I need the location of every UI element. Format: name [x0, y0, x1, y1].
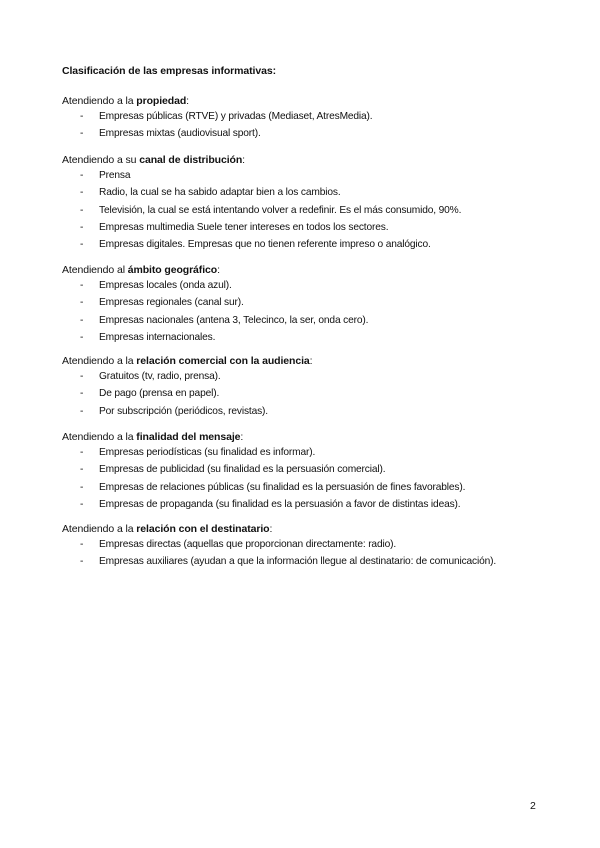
list-item-text: Empresas directas (aquellas que proporcionan directamente: radio).	[99, 539, 397, 550]
heading-keyword: relación comercial con la audiencia	[136, 355, 310, 367]
section-heading	[62, 153, 562, 167]
heading-keyword: ámbito geográfico	[127, 264, 218, 276]
list-item-text: De pago (prensa en papel).	[99, 388, 220, 400]
section-relacion-comercial	[62, 354, 562, 420]
section-heading	[62, 263, 562, 277]
list-item-text: Empresas de propaganda (su finalidad es la persuasión a favor de distintas ideas).	[99, 498, 461, 510]
list-item	[62, 294, 562, 311]
list-item	[62, 329, 562, 346]
bullet-dash: -	[80, 187, 84, 199]
bullet-dash: -	[80, 498, 84, 510]
list-item-text: Empresas auxiliares (ayudan a que la información llegue al destinatario: de comunicación).	[99, 556, 497, 568]
heading-suffix: :	[269, 523, 273, 535]
list-item-text: Empresas de relaciones públicas (su finalidad es la persuasión de fines favorables).	[99, 481, 466, 493]
list-item	[62, 368, 562, 385]
list-item	[62, 536, 562, 553]
list-item	[62, 277, 562, 294]
list-item-text: Empresas públicas (RTVE) y privadas (Mediaset, AtresMedia).	[99, 111, 373, 122]
section-heading	[62, 430, 562, 444]
list-item	[62, 444, 562, 461]
section-canal-distribucion	[62, 153, 562, 253]
list-item-text: Empresas nacionales (antena 3, Telecinco, la ser, onda cero).	[99, 314, 369, 326]
bullet-dash: -	[80, 447, 84, 458]
bullet-dash: -	[80, 221, 84, 233]
list-item-text: Por subscripción (periódicos, revistas).	[99, 405, 268, 417]
section-relacion-destinatario	[62, 522, 562, 571]
bullet-dash: -	[80, 464, 84, 476]
section-ambito-geografico	[62, 263, 562, 346]
bullet-dash: -	[80, 556, 84, 568]
bullet-dash: -	[80, 539, 84, 550]
heading-suffix: :	[240, 431, 244, 443]
section-propiedad	[62, 94, 562, 143]
list-item	[62, 385, 562, 402]
bullet-dash: -	[80, 111, 84, 122]
bullet-dash: -	[80, 239, 84, 251]
bullet-dash: -	[80, 314, 84, 326]
list-item-text: Empresas multimedia Suele tener intereses en todos los sectores.	[99, 221, 389, 233]
bullet-dash: -	[80, 331, 84, 343]
heading-prefix: Atendiendo a su	[62, 154, 140, 166]
bullet-dash: -	[80, 128, 84, 140]
list-item	[62, 553, 562, 570]
list-item	[62, 479, 562, 496]
list-item-text: Empresas regionales (canal sur).	[99, 297, 244, 309]
list-item	[62, 202, 562, 219]
list-item-text: Empresas internacionales.	[99, 331, 216, 343]
bullet-list	[62, 368, 562, 420]
section-heading	[62, 354, 562, 368]
list-item	[62, 403, 562, 420]
heading-suffix: :	[217, 264, 220, 276]
list-item-text: Gratuitos (tv, radio, prensa).	[99, 371, 221, 382]
document-title: Clasificación de las empresas informativas:	[62, 65, 276, 77]
section-heading	[62, 522, 562, 536]
heading-prefix: Atendiendo al	[62, 264, 128, 276]
list-item	[62, 167, 562, 184]
bullet-dash: -	[80, 371, 84, 382]
list-item-text: Empresas locales (onda azul).	[99, 280, 232, 291]
heading-suffix: :	[242, 154, 245, 166]
page-number: 2	[530, 800, 536, 812]
list-item	[62, 461, 562, 478]
bullet-list	[62, 108, 562, 143]
bullet-dash: -	[80, 405, 84, 417]
bullet-list	[62, 536, 562, 571]
bullet-dash: -	[80, 170, 84, 181]
heading-prefix: Atendiendo a la	[62, 431, 137, 443]
bullet-list	[62, 444, 562, 513]
heading-prefix: Atendiendo a la	[62, 355, 137, 367]
list-item-text: Televisión, la cual se está intentando volver a redefinir. Es el más consumido, 90%.	[99, 204, 462, 216]
list-item-text: Empresas de publicidad (su finalidad es la persuasión comercial).	[99, 464, 386, 476]
bullet-dash: -	[80, 388, 84, 400]
list-item	[62, 236, 562, 253]
heading-keyword: canal de distribución	[139, 154, 243, 166]
heading-keyword: relación con el destinatario	[136, 523, 270, 535]
section-heading	[62, 94, 562, 108]
list-item-text: Prensa	[99, 170, 131, 181]
heading-suffix: :	[186, 95, 189, 107]
list-item-text: Radio, la cual se ha sabido adaptar bien a los cambios.	[99, 187, 341, 199]
list-item	[62, 312, 562, 329]
bullet-dash: -	[80, 280, 84, 291]
heading-keyword: propiedad	[136, 95, 187, 107]
bullet-dash: -	[80, 204, 84, 216]
heading-prefix: Atendiendo a la	[62, 523, 137, 535]
list-item-text: Empresas digitales. Empresas que no tienen referente impreso o analógico.	[99, 239, 431, 251]
bullet-dash: -	[80, 297, 84, 309]
list-item-text: Empresas periodísticas (su finalidad es informar).	[99, 447, 316, 458]
list-item	[62, 108, 562, 125]
heading-prefix: Atendiendo a la	[62, 95, 137, 107]
bullet-dash: -	[80, 481, 84, 493]
heading-keyword: finalidad del mensaje	[136, 431, 241, 443]
list-item	[62, 184, 562, 201]
list-item	[62, 219, 562, 236]
list-item	[62, 496, 562, 513]
heading-suffix: :	[309, 355, 313, 367]
bullet-list	[62, 277, 562, 346]
list-item-text: Empresas mixtas (audiovisual sport).	[99, 128, 261, 140]
bullet-list	[62, 167, 562, 253]
section-finalidad-mensaje	[62, 430, 562, 513]
list-item	[62, 125, 562, 142]
